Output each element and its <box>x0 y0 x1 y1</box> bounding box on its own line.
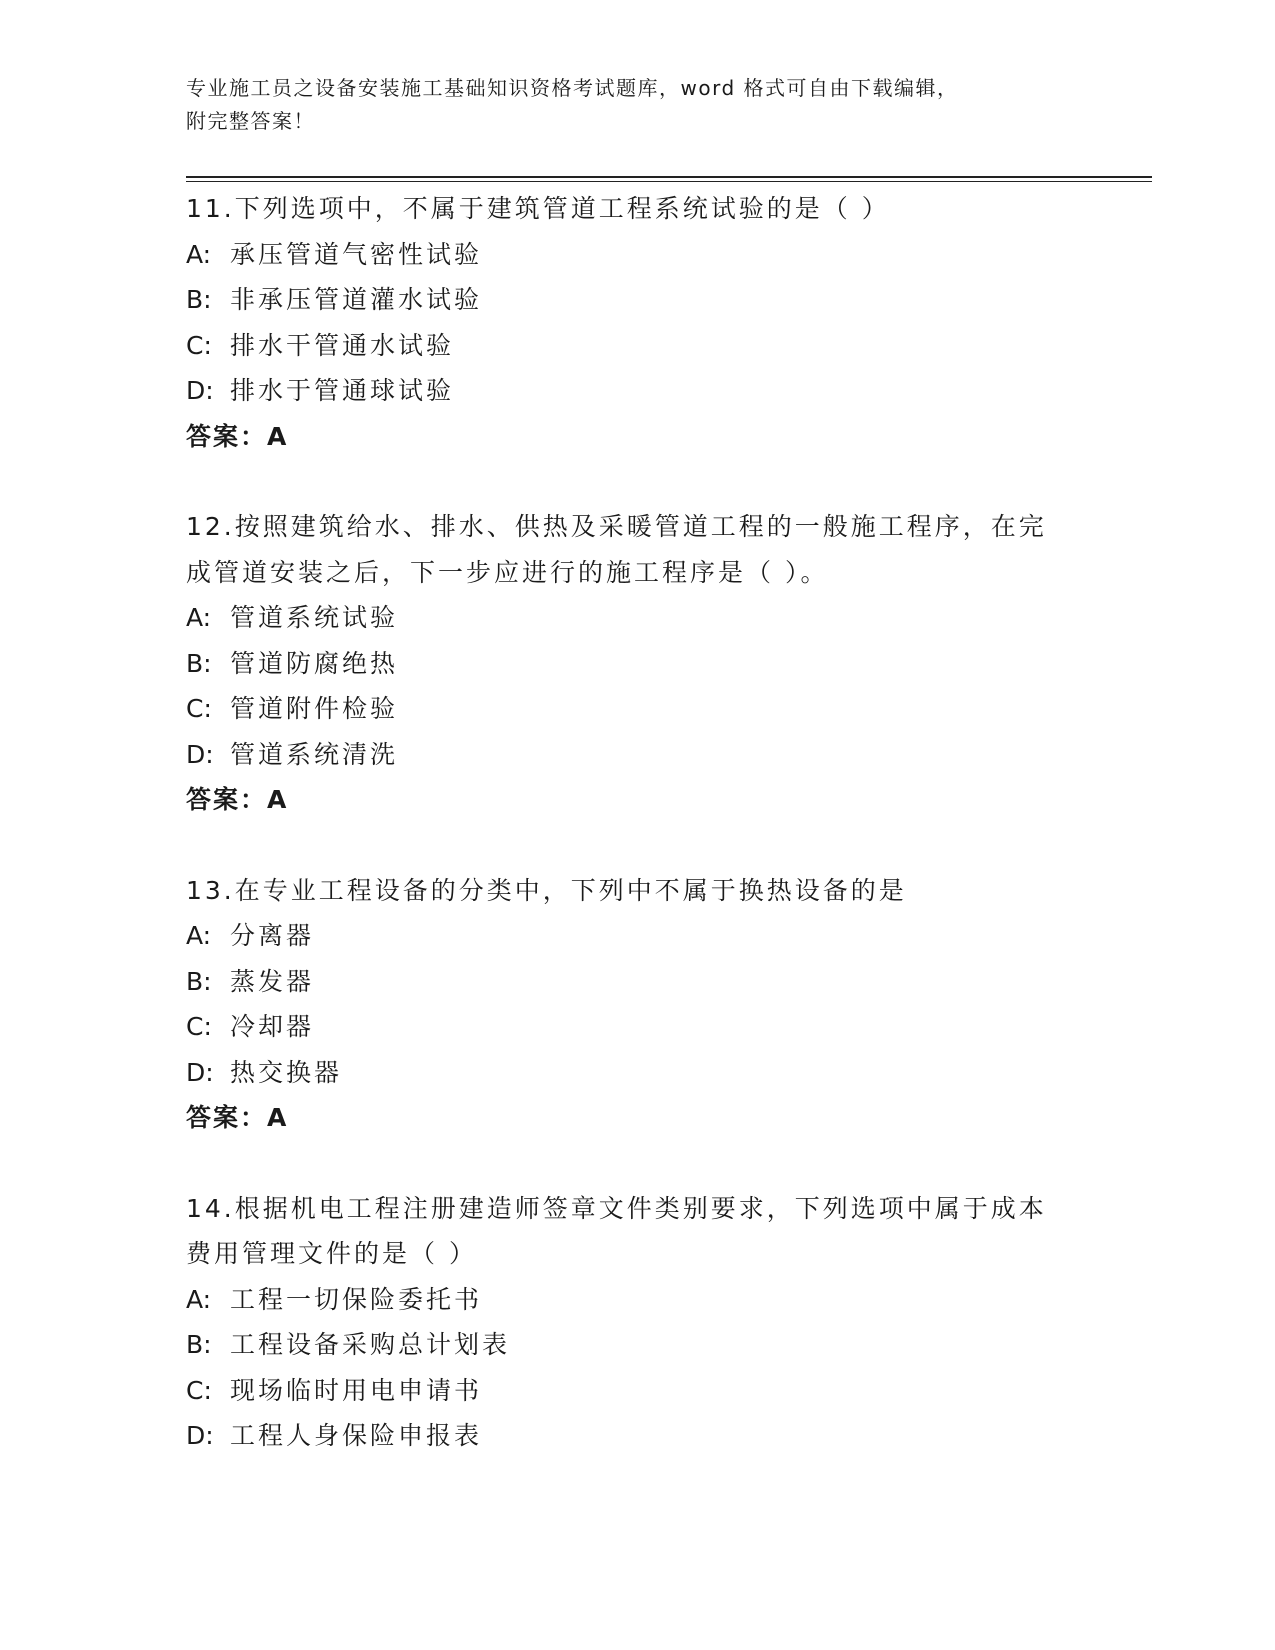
option-letter: B: <box>186 285 212 314</box>
question-line: 12.按照建筑给水、排水、供热及采暖管道工程的一般施工程序，在完 <box>186 512 1047 541</box>
option-text: 管道系统清洗 <box>230 739 399 769</box>
answer-option <box>186 641 1086 687</box>
question-text <box>186 1186 1086 1277</box>
option-letter: A: <box>186 921 212 950</box>
option-letter: A: <box>186 1284 212 1314</box>
answer-key: 答案：A <box>186 421 289 451</box>
option-letter: C: <box>186 694 212 723</box>
document-header <box>186 72 1086 138</box>
option-text: 冷却器 <box>230 1012 315 1041</box>
answer-option <box>186 595 1086 641</box>
option-letter: D: <box>186 1421 214 1450</box>
question-block <box>186 868 1086 1141</box>
option-text: 管道防腐绝热 <box>230 648 399 678</box>
question-line: 13.在专业工程设备的分类中，下列中不属于换热设备的是 <box>186 875 907 905</box>
answer-option <box>186 1413 1086 1459</box>
option-letter: B: <box>186 966 212 996</box>
option-letter: B: <box>186 1330 212 1359</box>
option-text: 非承压管道灌水试验 <box>230 285 483 314</box>
answer-option <box>186 732 1086 778</box>
option-letter: D: <box>186 739 214 769</box>
option-letter: C: <box>186 330 212 360</box>
header-line-1: 专业施工员之设备安装施工基础知识资格考试题库，word 格式可自由下载编辑， <box>186 76 959 100</box>
option-text: 管道系统试验 <box>230 603 399 632</box>
option-text: 现场临时用电申请书 <box>230 1375 483 1405</box>
answer-option <box>186 232 1086 278</box>
answer-option <box>186 323 1086 369</box>
header-divider-thick <box>186 176 1152 178</box>
question-block <box>186 504 1086 823</box>
option-text: 分离器 <box>230 921 315 950</box>
question-line: 费用管理文件的是（ ） <box>186 1239 477 1268</box>
answer-option <box>186 368 1086 414</box>
question-line: 成管道安装之后，下一步应进行的施工程序是（ ）。 <box>186 557 829 587</box>
option-letter: C: <box>186 1012 212 1041</box>
option-letter: D: <box>186 376 214 405</box>
answer-option <box>186 277 1086 323</box>
answer-option <box>186 913 1086 959</box>
option-text: 排水于管通球试验 <box>230 376 455 405</box>
answer-option <box>186 1004 1086 1050</box>
option-text: 热交换器 <box>230 1057 343 1087</box>
option-text: 蒸发器 <box>230 966 315 996</box>
header-line-2: 附完整答案！ <box>186 109 315 133</box>
option-text: 管道附件检验 <box>230 694 399 723</box>
answer-option <box>186 1322 1086 1368</box>
option-text: 工程人身保险申报表 <box>230 1421 483 1450</box>
option-text: 排水干管通水试验 <box>230 330 455 360</box>
question-line: 14.根据机电工程注册建造师签章文件类别要求，下列选项中属于成本 <box>186 1193 1047 1223</box>
question-text <box>186 868 1086 914</box>
answer-option <box>186 1368 1086 1414</box>
question-text <box>186 504 1086 595</box>
answer-option <box>186 959 1086 1005</box>
question-text <box>186 186 1086 232</box>
option-letter: D: <box>186 1057 214 1087</box>
option-text: 承压管道气密性试验 <box>230 239 483 269</box>
answer-option <box>186 686 1086 732</box>
header-divider-thin <box>186 181 1152 182</box>
option-letter: A: <box>186 603 212 632</box>
answer-option <box>186 1050 1086 1096</box>
question-block <box>186 186 1086 459</box>
answer-key: 答案：A <box>186 785 289 814</box>
question-block <box>186 1186 1086 1459</box>
question-line: 11.下列选项中，不属于建筑管道工程系统试验的是（ ） <box>186 194 890 223</box>
option-text: 工程一切保险委托书 <box>230 1284 483 1314</box>
option-text: 工程设备采购总计划表 <box>230 1330 511 1359</box>
answer-option <box>186 1277 1086 1323</box>
option-letter: A: <box>186 239 212 269</box>
option-letter: C: <box>186 1375 212 1405</box>
option-letter: B: <box>186 648 212 678</box>
answer-key: 答案：A <box>186 1103 289 1132</box>
question-list <box>186 186 1086 1459</box>
